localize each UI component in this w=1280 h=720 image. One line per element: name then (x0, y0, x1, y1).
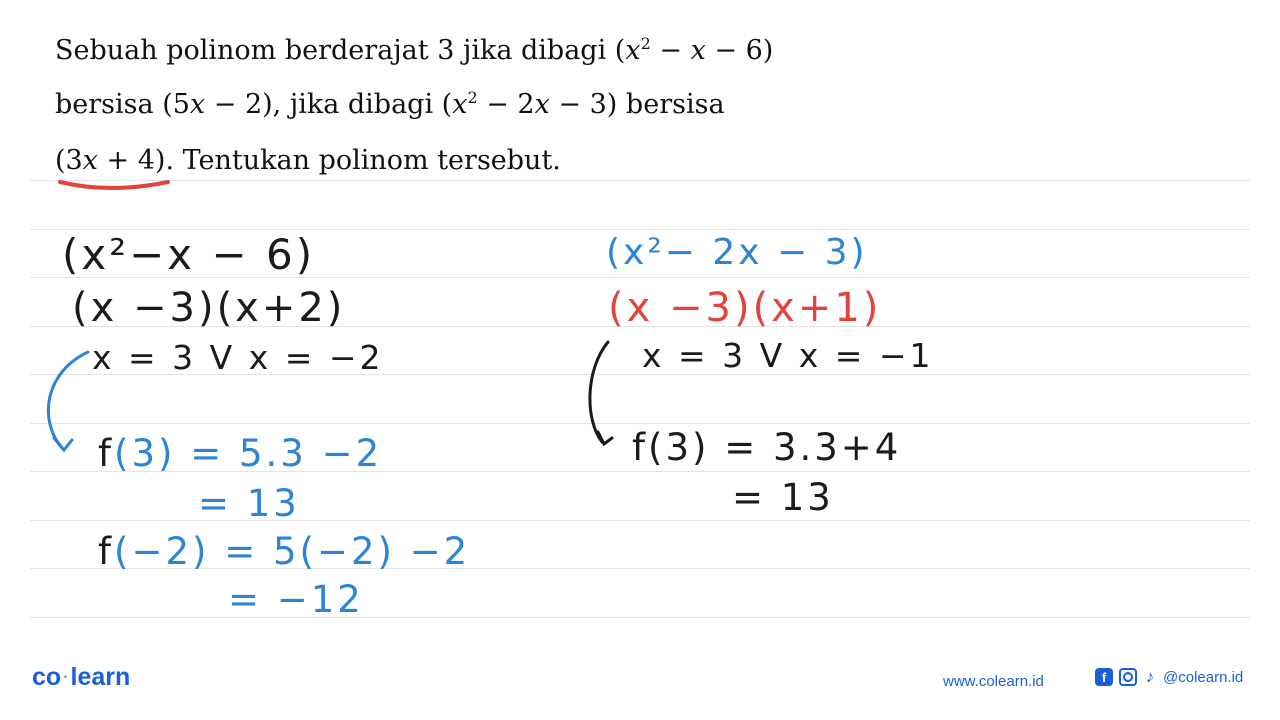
instagram-icon[interactable] (1119, 668, 1137, 686)
problem-line-1: Sebuah polinom berderajat 3 jika dibagi $(x^2 - x - 6)$ (55, 34, 774, 66)
right-curved-arrow (590, 342, 608, 442)
left-f3-line (98, 432, 382, 475)
fm2-function-label: f (98, 530, 115, 573)
facebook-icon[interactable]: f (1095, 668, 1113, 686)
f3-expression: = 5.3 −2 (190, 432, 383, 475)
problem-line-3: (3x + 4). Tentukan polinom tersebut. (55, 145, 561, 176)
right-roots: x = 3 V x = −1 (642, 336, 934, 375)
website-link[interactable]: www.colearn.id (943, 673, 1044, 690)
right-arrow-head (598, 432, 612, 444)
f3-function-label: f (98, 432, 115, 475)
left-fm2-line (98, 530, 470, 573)
left-fm2-result: = −12 (228, 578, 364, 621)
left-divisor: (x²−x − 6) (62, 230, 316, 279)
tiktok-icon[interactable]: ♪ (1145, 667, 1155, 686)
red-underline (60, 182, 168, 188)
right-factors: (x −3)(x+1) (608, 285, 882, 331)
colearn-logo: co ·learn (32, 663, 131, 691)
right-f3-result: = 13 (732, 476, 834, 519)
social-handle[interactable]: @colearn.id (1163, 668, 1244, 686)
problem-line-2: bersisa (5x − 2), jika dibagi $(x^2 - 2x - 3)$ bersisa (55, 88, 725, 120)
right-f3-line: f(3) = 3.3+4 (632, 426, 902, 469)
left-f3-result: = 13 (198, 482, 300, 525)
left-arrow-head (54, 438, 72, 450)
f3-argument: (3) (114, 432, 176, 475)
fm2-expression: (−2) = 5(−2) −2 (114, 530, 471, 573)
left-roots: x = 3 V x = −2 (92, 338, 384, 377)
left-factors: (x −3)(x+2) (72, 285, 346, 331)
right-divisor: (x²− 2x − 3) (606, 232, 868, 273)
left-curved-arrow (48, 352, 88, 448)
social-links (1095, 668, 1243, 686)
